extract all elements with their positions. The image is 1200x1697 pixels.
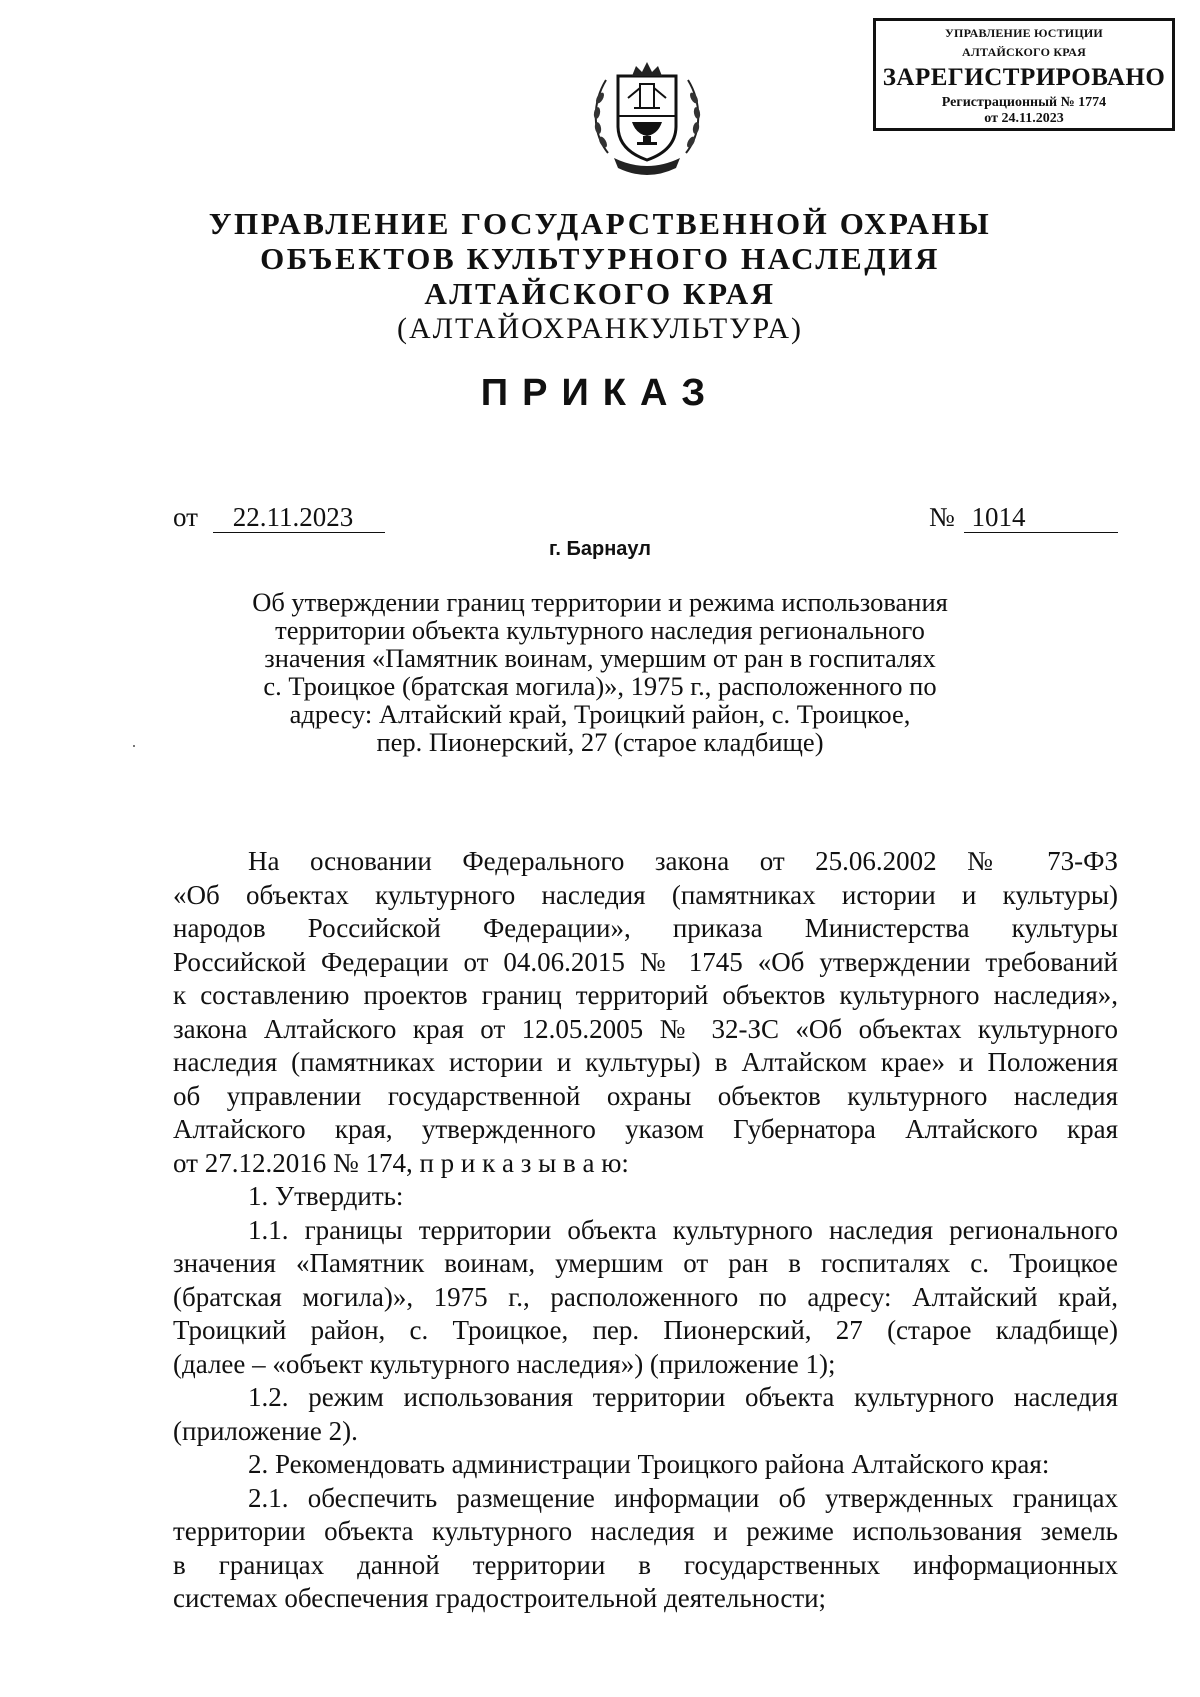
stamp-org-line1: УПРАВЛЕНИЕ ЮСТИЦИИ — [945, 26, 1103, 40]
subject-line: адресу: Алтайский край, Троицкий район, с. Троицкое, — [289, 699, 911, 729]
body-line: закона Алтайского края от 12.05.2005 № 32-ЗС «Об объектах культурного — [173, 1013, 1118, 1044]
city: г. Барнаул — [549, 538, 651, 560]
body-line: Алтайского края, утвержденного указом Губернатора Алтайского края — [173, 1114, 1118, 1144]
item-2-1-line: территории объекта культурного наследия и режиме использования земель — [173, 1516, 1118, 1546]
document-body — [173, 845, 1118, 1616]
number-prefix: № — [929, 502, 955, 532]
stamp-status: ЗАРЕГИСТРИРОВАНО — [882, 64, 1166, 91]
header-line1: УПРАВЛЕНИЕ ГОСУДАРСТВЕННОЙ ОХРАНЫ — [208, 206, 992, 241]
item-2-1-line: системах обеспечения градостроительной деятельности; — [173, 1583, 827, 1613]
header-line2: ОБЪЕКТОВ КУЛЬТУРНОГО НАСЛЕДИЯ — [260, 241, 940, 276]
item-1-1-line: Троицкий район, с. Троицкое, пер. Пионерский, 27 (старое кладбище) — [173, 1315, 1118, 1345]
header-line4: (АЛТАЙОХРАНКУЛЬТУРА) — [397, 312, 803, 345]
body-line: Российской Федерации от 04.06.2015 № 1745 «Об утверждении требований — [173, 946, 1118, 977]
item-1: 1. Утвердить: — [248, 1181, 404, 1211]
document-type: ПРИКАЗ — [480, 372, 720, 414]
number-value: 1014 — [964, 502, 1118, 533]
stamp-reg-date: от 24.11.2023 — [984, 111, 1064, 126]
body-line: народов Российской Федерации», приказа Министерства культуры — [173, 913, 1118, 943]
body-line: об управлении государственной охраны объектов культурного наследия — [173, 1080, 1118, 1111]
item-1-2-line: 1.2. режим использования территории объекта культурного наследия — [248, 1382, 1118, 1412]
body-line: наследия (памятниках истории и культуры) в Алтайском крае» и Положения — [173, 1047, 1118, 1077]
item-1-1-line: 1.1. границы территории объекта культурного наследия регионального — [248, 1214, 1118, 1245]
item-1-1-line: (братская могила)», 1975 г., расположенного по адресу: Алтайский край, — [173, 1281, 1118, 1312]
agency-header — [0, 206, 1200, 347]
item-2: 2. Рекомендовать администрации Троицкого района Алтайского края: — [248, 1449, 1050, 1479]
subject-line: с. Троицкое (братская могила)», 1975 г., расположенного по — [263, 671, 937, 701]
altai-krai-coat-of-arms-icon — [588, 58, 706, 180]
stamp-org-line2: АЛТАЙСКОГО КРАЯ — [962, 45, 1086, 59]
registration-stamp — [873, 18, 1175, 131]
scan-speck — [133, 745, 135, 747]
subject-line: территории объекта культурного наследия регионального — [275, 615, 925, 645]
item-2-1-line: в границах данной территории в государственных информационных — [173, 1549, 1118, 1580]
date-prefix: от — [173, 502, 198, 532]
document-subject — [0, 588, 1200, 756]
stamp-reg-number: Регистрационный № 1774 — [941, 95, 1107, 110]
item-1-1-line: (далее – «объект культурного наследия») (приложение 1); — [173, 1348, 836, 1379]
body-line: к составлению проектов границ территорий объектов культурного наследия», — [173, 980, 1118, 1010]
body-line: от 27.12.2016 № 174, п р и к а з ы в а ю: — [173, 1147, 629, 1178]
subject-line: Об утверждении границ территории и режима использования — [252, 587, 948, 617]
body-line: На основании Федерального закона от 25.06.2002 № 73-ФЗ — [248, 846, 1118, 876]
date-value: 22.11.2023 — [213, 502, 385, 533]
subject-line: значения «Памятник воинам, умершим от ран в госпиталях — [264, 643, 936, 673]
number-line — [929, 502, 1118, 533]
item-2-1-line: 2.1. обеспечить размещение информации об утвержденных границах — [248, 1482, 1118, 1513]
subject-line: пер. Пионерский, 27 (старое кладбище) — [376, 727, 824, 757]
item-1-2-line: (приложение 2). — [173, 1415, 358, 1446]
body-line: «Об объектах культурного наследия (памятниках истории и культуры) — [173, 879, 1118, 910]
header-line3: АЛТАЙСКОГО КРАЯ — [424, 276, 776, 311]
date-line — [173, 502, 385, 533]
item-1-1-line: значения «Памятник воинам, умершим от ран в госпиталях с. Троицкое — [173, 1248, 1118, 1278]
